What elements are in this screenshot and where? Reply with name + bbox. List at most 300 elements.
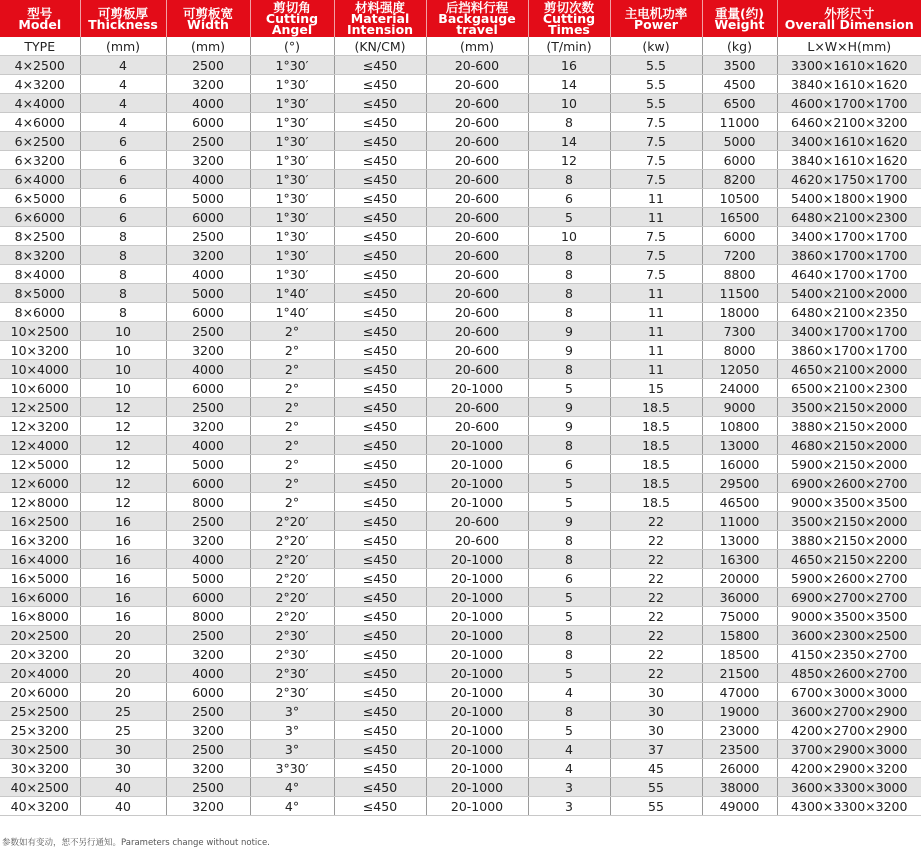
table-cell: 5.5 (610, 75, 702, 94)
table-cell: 16000 (702, 455, 777, 474)
column-header-zh: 主电机功率 (624, 5, 688, 21)
table-cell: 6000 (166, 208, 250, 227)
unit-cell: TYPE (0, 37, 80, 56)
table-cell: 3400×1610×1620 (777, 132, 921, 151)
table-cell: 2° (250, 398, 334, 417)
table-cell: 4680×2150×2000 (777, 436, 921, 455)
table-cell: ≤450 (334, 208, 426, 227)
table-cell: 8 (528, 626, 610, 645)
table-row (0, 265, 921, 284)
table-row (0, 75, 921, 94)
column-header (250, 0, 334, 37)
column-header-en: Overall Dimension (784, 16, 914, 32)
table-cell: 13000 (702, 436, 777, 455)
unit-cell: (T/min) (528, 37, 610, 56)
table-cell: 5 (528, 588, 610, 607)
table-cell: 8 (528, 246, 610, 265)
table-cell: 40×2500 (0, 778, 80, 797)
table-cell: 22 (610, 607, 702, 626)
table-cell: ≤450 (334, 284, 426, 303)
table-cell: 8×3200 (0, 246, 80, 265)
table-row (0, 474, 921, 493)
table-cell: 8 (80, 265, 166, 284)
table-cell: 8000 (166, 493, 250, 512)
table-cell: 40×3200 (0, 797, 80, 816)
table-cell: 16 (80, 588, 166, 607)
table-body (0, 37, 921, 816)
table-cell: 6500×2100×2300 (777, 379, 921, 398)
column-header (528, 0, 610, 37)
table-cell: ≤450 (334, 341, 426, 360)
table-cell: 6 (80, 151, 166, 170)
table-cell: 5 (528, 208, 610, 227)
column-header (777, 0, 921, 37)
table-cell: 12×3200 (0, 417, 80, 436)
table-cell: 1°30′ (250, 151, 334, 170)
table-cell: 2° (250, 379, 334, 398)
table-row (0, 417, 921, 436)
table-cell: 30 (610, 683, 702, 702)
table-cell: 8200 (702, 170, 777, 189)
table-cell: 22 (610, 531, 702, 550)
table-cell: 2500 (166, 702, 250, 721)
table-cell: 20-1000 (426, 588, 528, 607)
column-header-zh: 重量(约) (715, 5, 764, 21)
table-cell: 8 (528, 436, 610, 455)
column-header-zh: 可剪板厚 (97, 5, 148, 21)
table-cell: 4 (80, 94, 166, 113)
column-header (166, 0, 250, 37)
table-cell: 8 (528, 360, 610, 379)
table-cell: 20 (80, 683, 166, 702)
table-row (0, 303, 921, 322)
table-cell: 10800 (702, 417, 777, 436)
column-header (0, 0, 80, 37)
table-cell: ≤450 (334, 588, 426, 607)
table-cell: 2500 (166, 322, 250, 341)
table-cell: 55 (610, 797, 702, 816)
table-cell: 1°30′ (250, 132, 334, 151)
table-row (0, 436, 921, 455)
table-cell: 3200 (166, 531, 250, 550)
table-cell: 12050 (702, 360, 777, 379)
table-row (0, 151, 921, 170)
table-cell: 20-1000 (426, 797, 528, 816)
table-cell: 30 (610, 721, 702, 740)
table-cell: 6000 (166, 588, 250, 607)
table-cell: 20-600 (426, 360, 528, 379)
table-cell: 20-1000 (426, 474, 528, 493)
table-cell: 11 (610, 208, 702, 227)
table-cell: 23500 (702, 740, 777, 759)
table-cell: 2°30′ (250, 683, 334, 702)
table-cell: 4650×2150×2200 (777, 550, 921, 569)
table-cell: 1°30′ (250, 113, 334, 132)
table-cell: 6×2500 (0, 132, 80, 151)
table-cell: 2° (250, 455, 334, 474)
table-cell: 8 (528, 265, 610, 284)
table-cell: 20-1000 (426, 645, 528, 664)
table-cell: 1°30′ (250, 227, 334, 246)
table-cell: 4150×2350×2700 (777, 645, 921, 664)
table-cell: 6900×2700×2700 (777, 588, 921, 607)
table-cell: 45 (610, 759, 702, 778)
table-cell: 4000 (166, 550, 250, 569)
table-cell: 1°30′ (250, 208, 334, 227)
table-cell: 7.5 (610, 151, 702, 170)
table-cell: 3200 (166, 759, 250, 778)
table-cell: ≤450 (334, 721, 426, 740)
table-cell: ≤450 (334, 512, 426, 531)
table-cell: 6 (528, 189, 610, 208)
table-cell: 8×6000 (0, 303, 80, 322)
table-cell: 8800 (702, 265, 777, 284)
table-cell: ≤450 (334, 474, 426, 493)
table-cell: 10 (80, 322, 166, 341)
table-cell: 22 (610, 512, 702, 531)
table-cell: 12×6000 (0, 474, 80, 493)
table-cell: 4° (250, 778, 334, 797)
table-cell: 20×4000 (0, 664, 80, 683)
table-cell: 7.5 (610, 265, 702, 284)
table-cell: 13000 (702, 531, 777, 550)
table-cell: 16×6000 (0, 588, 80, 607)
table-cell: 16300 (702, 550, 777, 569)
table-cell: 25 (80, 721, 166, 740)
table-cell: 2°20′ (250, 569, 334, 588)
table-cell: ≤450 (334, 702, 426, 721)
table-cell: 20×6000 (0, 683, 80, 702)
table-cell: 2° (250, 436, 334, 455)
table-cell: 4620×1750×1700 (777, 170, 921, 189)
table-cell: 3° (250, 740, 334, 759)
table-cell: 5400×2100×2000 (777, 284, 921, 303)
table-cell: 11 (610, 322, 702, 341)
table-cell: 10500 (702, 189, 777, 208)
units-row (0, 37, 921, 56)
table-cell: 6700×3000×3000 (777, 683, 921, 702)
table-cell: 3840×1610×1620 (777, 75, 921, 94)
table-cell: 22 (610, 664, 702, 683)
table-row (0, 740, 921, 759)
table-cell: 12×4000 (0, 436, 80, 455)
column-header-en: Power (634, 16, 678, 32)
table-cell: 8 (528, 284, 610, 303)
table-cell: 6900×2600×2700 (777, 474, 921, 493)
unit-cell: (mm) (80, 37, 166, 56)
table-cell: 5000 (166, 455, 250, 474)
table-cell: 4000 (166, 664, 250, 683)
table-cell: 7.5 (610, 132, 702, 151)
table-cell: 25×3200 (0, 721, 80, 740)
table-cell: 20-600 (426, 227, 528, 246)
table-cell: 10×4000 (0, 360, 80, 379)
table-cell: ≤450 (334, 170, 426, 189)
table-cell: ≤450 (334, 417, 426, 436)
table-cell: 3880×2150×2000 (777, 531, 921, 550)
table-cell: 20-1000 (426, 664, 528, 683)
table-cell: 6000 (702, 151, 777, 170)
table-cell: 30×2500 (0, 740, 80, 759)
table-cell: 4500 (702, 75, 777, 94)
footnote: 参数如有变动，恕不另行通知。Parameters change without notice. (2, 838, 270, 848)
table-cell: 3200 (166, 645, 250, 664)
table-cell: ≤450 (334, 531, 426, 550)
table-cell: 20 (80, 664, 166, 683)
table-cell: 2500 (166, 626, 250, 645)
table-cell: 18.5 (610, 455, 702, 474)
table-cell: 2°20′ (250, 512, 334, 531)
table-cell: 20-1000 (426, 436, 528, 455)
table-cell: 8 (80, 246, 166, 265)
table-cell: 6000 (166, 113, 250, 132)
table-cell: 5900×2150×2000 (777, 455, 921, 474)
table-row (0, 531, 921, 550)
table-cell: 5000 (166, 189, 250, 208)
table-cell: 3600×3300×3000 (777, 778, 921, 797)
table-cell: 3840×1610×1620 (777, 151, 921, 170)
table-cell: 12 (80, 436, 166, 455)
table-cell: 4 (80, 113, 166, 132)
table-cell: 16×5000 (0, 569, 80, 588)
column-header-en: Thickness (88, 16, 158, 32)
table-cell: 1°30′ (250, 170, 334, 189)
table-cell: 2°30′ (250, 664, 334, 683)
table-cell: 9 (528, 398, 610, 417)
table-cell: 3700×2900×3000 (777, 740, 921, 759)
table-cell: 20-600 (426, 94, 528, 113)
table-row (0, 208, 921, 227)
table-cell: 4 (80, 56, 166, 75)
table-cell: 9 (528, 322, 610, 341)
table-cell: 5900×2600×2700 (777, 569, 921, 588)
table-cell: 9000 (702, 398, 777, 417)
table-cell: 3200 (166, 341, 250, 360)
table-cell: 25×2500 (0, 702, 80, 721)
table-cell: 18.5 (610, 474, 702, 493)
table-cell: 2° (250, 493, 334, 512)
table-cell: 12×5000 (0, 455, 80, 474)
unit-cell: L×W×H(mm) (777, 37, 921, 56)
table-cell: 2° (250, 417, 334, 436)
column-header-zh: 剪切次数 (543, 0, 594, 15)
table-cell: ≤450 (334, 797, 426, 816)
table-cell: 2500 (166, 778, 250, 797)
table-cell: 4000 (166, 360, 250, 379)
table-row (0, 607, 921, 626)
table-cell: 6 (528, 455, 610, 474)
table-row (0, 569, 921, 588)
table-cell: 20-1000 (426, 379, 528, 398)
table-cell: 8 (528, 702, 610, 721)
header-row (0, 0, 921, 37)
table-cell: 6×6000 (0, 208, 80, 227)
table-cell: 4650×2100×2000 (777, 360, 921, 379)
table-cell: 40 (80, 797, 166, 816)
table-cell: 10 (528, 227, 610, 246)
table-cell: 2°20′ (250, 531, 334, 550)
table-cell: 8 (80, 284, 166, 303)
unit-cell: (kw) (610, 37, 702, 56)
table-row (0, 778, 921, 797)
table-cell: 2° (250, 360, 334, 379)
table-cell: 7300 (702, 322, 777, 341)
table-cell: 19000 (702, 702, 777, 721)
table-cell: ≤450 (334, 778, 426, 797)
table-cell: 20000 (702, 569, 777, 588)
table-cell: 3° (250, 702, 334, 721)
column-header (702, 0, 777, 37)
table-cell: 29500 (702, 474, 777, 493)
column-header-en: Material Intension (346, 11, 414, 37)
table-cell: 4640×1700×1700 (777, 265, 921, 284)
table-cell: 10 (80, 379, 166, 398)
table-row (0, 322, 921, 341)
table-cell: 22 (610, 550, 702, 569)
table-cell: 3 (528, 778, 610, 797)
table-cell: 3200 (166, 797, 250, 816)
table-cell: 20-600 (426, 56, 528, 75)
table-cell: 3 (528, 797, 610, 816)
table-cell: 20-600 (426, 512, 528, 531)
table-cell: 3200 (166, 721, 250, 740)
table-cell: 4×2500 (0, 56, 80, 75)
table-cell: 20-1000 (426, 626, 528, 645)
table-cell: 2500 (166, 740, 250, 759)
table-cell: 6 (80, 189, 166, 208)
table-cell: 2500 (166, 398, 250, 417)
table-cell: 5 (528, 474, 610, 493)
table-cell: ≤450 (334, 436, 426, 455)
table-cell: 40 (80, 778, 166, 797)
table-cell: 10×3200 (0, 341, 80, 360)
table-cell: 9000×3500×3500 (777, 607, 921, 626)
table-cell: 16 (80, 531, 166, 550)
table-cell: 46500 (702, 493, 777, 512)
table-cell: 20-1000 (426, 759, 528, 778)
table-cell: ≤450 (334, 759, 426, 778)
table-cell: 4 (80, 75, 166, 94)
column-header-zh: 剪切角 (273, 0, 311, 15)
table-cell: 11 (610, 360, 702, 379)
column-header-en: Width (187, 16, 229, 32)
table-cell: 2° (250, 474, 334, 493)
table-cell: 18.5 (610, 493, 702, 512)
table-cell: 2°20′ (250, 607, 334, 626)
table-cell: 2°20′ (250, 550, 334, 569)
table-cell: 2°30′ (250, 645, 334, 664)
table-cell: 16500 (702, 208, 777, 227)
table-cell: 15800 (702, 626, 777, 645)
table-row (0, 113, 921, 132)
table-cell: 23000 (702, 721, 777, 740)
table-cell: 4×4000 (0, 94, 80, 113)
table-cell: 9 (528, 512, 610, 531)
table-cell: 16 (80, 512, 166, 531)
table-row (0, 94, 921, 113)
table-cell: 6460×2100×3200 (777, 113, 921, 132)
table-cell: 5.5 (610, 94, 702, 113)
column-header-zh: 材料强度 (354, 0, 405, 15)
table-cell: 3300×1610×1620 (777, 56, 921, 75)
table-cell: 1°30′ (250, 56, 334, 75)
table-cell: 37 (610, 740, 702, 759)
table-cell: ≤450 (334, 569, 426, 588)
column-header-zh: 外形尺寸 (824, 5, 875, 21)
table-cell: 5400×1800×1900 (777, 189, 921, 208)
table-cell: 9 (528, 417, 610, 436)
table-cell: 7.5 (610, 246, 702, 265)
table-cell: ≤450 (334, 322, 426, 341)
table-cell: 16×4000 (0, 550, 80, 569)
table-cell: 20-1000 (426, 778, 528, 797)
table-cell: 8 (528, 303, 610, 322)
table-cell: 6000 (166, 379, 250, 398)
table-cell: 9 (528, 341, 610, 360)
table-cell: 9000×3500×3500 (777, 493, 921, 512)
table-cell: 2500 (166, 132, 250, 151)
table-cell: 12 (528, 151, 610, 170)
table-cell: 20-600 (426, 75, 528, 94)
table-cell: ≤450 (334, 607, 426, 626)
table-row (0, 550, 921, 569)
table-cell: 7.5 (610, 170, 702, 189)
table-row (0, 360, 921, 379)
table-cell: 8 (528, 113, 610, 132)
table-cell: ≤450 (334, 227, 426, 246)
table-cell: 10×2500 (0, 322, 80, 341)
table-cell: 24000 (702, 379, 777, 398)
table-cell: 20-1000 (426, 455, 528, 474)
table-cell: 22 (610, 645, 702, 664)
table-cell: 12 (80, 455, 166, 474)
table-row (0, 56, 921, 75)
column-header-zh: 可剪板宽 (182, 5, 233, 21)
table-cell: 3880×2150×2000 (777, 417, 921, 436)
table-cell: 3° (250, 721, 334, 740)
table-cell: 47000 (702, 683, 777, 702)
table-cell: ≤450 (334, 189, 426, 208)
table-cell: 4 (528, 759, 610, 778)
unit-cell: (mm) (166, 37, 250, 56)
table-cell: 11000 (702, 512, 777, 531)
table-cell: 18.5 (610, 436, 702, 455)
table-cell: ≤450 (334, 56, 426, 75)
table-cell: 20-600 (426, 303, 528, 322)
table-cell: 12 (80, 417, 166, 436)
table-cell: 16×2500 (0, 512, 80, 531)
table-cell: 6000 (702, 227, 777, 246)
table-cell: 6000 (166, 303, 250, 322)
table-cell: 3860×1700×1700 (777, 246, 921, 265)
table-cell: ≤450 (334, 360, 426, 379)
table-cell: 20-1000 (426, 607, 528, 626)
table-cell: 5000 (166, 284, 250, 303)
table-cell: 8×4000 (0, 265, 80, 284)
table-cell: 25 (80, 702, 166, 721)
table-cell: 2500 (166, 512, 250, 531)
table-cell: 6480×2100×2300 (777, 208, 921, 227)
table-cell: 20 (80, 626, 166, 645)
table-cell: 10 (80, 360, 166, 379)
table-row (0, 246, 921, 265)
table-cell: 2° (250, 341, 334, 360)
table-row (0, 702, 921, 721)
table-cell: 5 (528, 607, 610, 626)
table-cell: 8 (528, 170, 610, 189)
table-cell: 15 (610, 379, 702, 398)
table-cell: 3400×1700×1700 (777, 322, 921, 341)
